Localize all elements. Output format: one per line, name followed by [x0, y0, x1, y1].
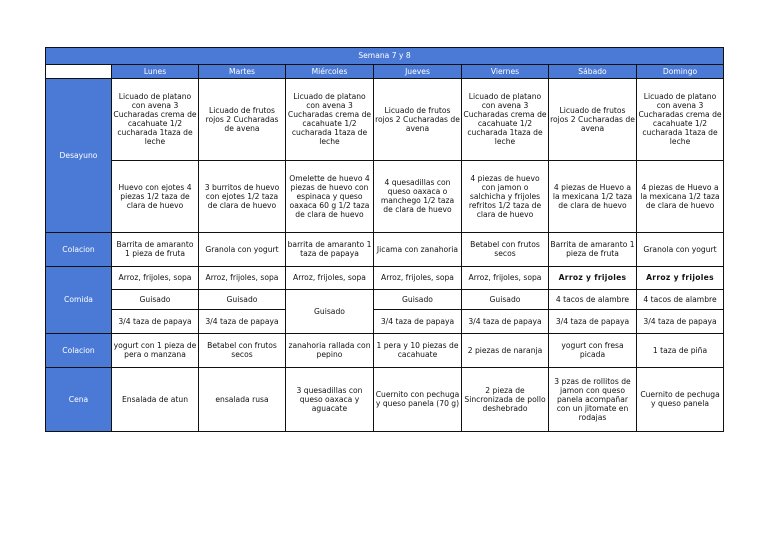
meal-label-desayuno: Desayuno: [46, 78, 112, 232]
meal-cell: Arroz, frijoles, sopa: [462, 266, 549, 289]
meal-cell: Granola con yogurt: [637, 232, 724, 266]
corner-cell: [46, 64, 112, 78]
meal-cell: 4 piezas de Huevo a la mexicana 1/2 taza de clara de huevo: [549, 160, 637, 232]
meal-cell: yogurt con fresa picada: [549, 333, 637, 367]
meal-cell: 4 piezas de huevo con jamon o salchicha y frijoles refritos 1/2 taza de clara de huevo: [462, 160, 549, 232]
meal-cell: 3/4 taza de papaya: [374, 310, 462, 334]
meal-cell: Arroz, frijoles, sopa: [112, 266, 199, 289]
meal-cell: Licuado de platano con avena 3 Cucharadas crema de cacahuate 1/2 cucharada 1taza de leche: [462, 78, 549, 160]
meal-cell: 3 quesadillas con queso oaxaca y aguacate: [286, 367, 374, 431]
meal-cell: Licuado de frutos rojos 2 Cucharadas de avena: [374, 78, 462, 160]
meal-label-colacion: Colacion: [46, 232, 112, 266]
meal-cell: 2 piezas de naranja: [462, 333, 549, 367]
meal-cell: 4 quesadillas con queso oaxaca o manchego 1/2 taza de clara de huevo: [374, 160, 462, 232]
meal-cell: 3/4 taza de papaya: [112, 310, 199, 334]
meal-cell: Guisado: [374, 289, 462, 310]
meal-cell: Licuado de frutos rojos 2 Cucharadas de avena: [549, 78, 637, 160]
meal-cell: Licuado de platano con avena 3 Cucharadas crema de cacahuate 1/2 cucharada 1taza de leche: [112, 78, 199, 160]
meal-cell: Betabel con frutos secos: [199, 333, 286, 367]
meal-cell: Arroz, frijoles, sopa: [286, 266, 374, 289]
meal-cell: 1 taza de piña: [637, 333, 724, 367]
meal-cell: Licuado de platano con avena 3 Cucharadas crema de cacahuate 1/2 cucharada 1taza de leche: [637, 78, 724, 160]
meal-cell: 2 pieza de Sincronizada de pollo deshebrado: [462, 367, 549, 431]
meal-cell: Cuernito de pechuga y queso panela: [637, 367, 724, 431]
day-header: Martes: [199, 64, 286, 78]
meal-cell: Barrita de amaranto 1 pieza de fruta: [549, 232, 637, 266]
meal-cell: Cuernito con pechuga y queso panela (70 g): [374, 367, 462, 431]
meal-cell: Guisado: [199, 289, 286, 310]
meal-label-comida: Comida: [46, 266, 112, 333]
meal-cell: ensalada rusa: [199, 367, 286, 431]
meal-cell: Omelette de huevo 4 piezas de huevo con espinaca y queso oaxaca 60 g 1/2 taza de clara de huevo: [286, 160, 374, 232]
meal-cell: 3/4 taza de papaya: [549, 310, 637, 334]
meal-cell: barrita de amaranto 1 taza de papaya: [286, 232, 374, 266]
meal-cell: Guisado: [112, 289, 199, 310]
meal-label-colacion: Colacion: [46, 333, 112, 367]
meal-cell: 4 piezas de Huevo a la mexicana 1/2 taza de clara de huevo: [637, 160, 724, 232]
day-header: Domingo: [637, 64, 724, 78]
meal-cell: Guisado: [462, 289, 549, 310]
meal-cell: 3 burritos de huevo con ejotes 1/2 taza de clara de huevo: [199, 160, 286, 232]
meal-cell: Betabel con frutos secos: [462, 232, 549, 266]
meal-cell: Barrita de amaranto 1 pieza de fruta: [112, 232, 199, 266]
meal-cell: 3/4 taza de papaya: [199, 310, 286, 334]
meal-cell: 3 pzas de rollitos de jamon con queso panela acompañar con un jitomate en rodajas: [549, 367, 637, 431]
meal-cell: Arroz, frijoles, sopa: [199, 266, 286, 289]
meal-plan-table: [45, 47, 724, 432]
meal-label-cena: Cena: [46, 367, 112, 431]
day-header: Miércoles: [286, 64, 374, 78]
meal-cell: Arroz, frijoles, sopa: [374, 266, 462, 289]
meal-cell: 4 tacos de alambre: [549, 289, 637, 310]
meal-cell: Granola con yogurt: [199, 232, 286, 266]
meal-cell: Licuado de platano con avena 3 Cucharadas crema de cacahuate 1/2 cucharada 1taza de leche: [286, 78, 374, 160]
day-header: Lunes: [112, 64, 199, 78]
meal-cell: 3/4 taza de papaya: [637, 310, 724, 334]
meal-cell: Jicama con zanahoria: [374, 232, 462, 266]
meal-cell: Ensalada de atun: [112, 367, 199, 431]
meal-cell: Arroz y frijoles: [637, 266, 724, 289]
day-header: Jueves: [374, 64, 462, 78]
meal-cell: Huevo con ejotes 4 piezas 1/2 taza de clara de huevo: [112, 160, 199, 232]
meal-cell: Licuado de frutos rojos 2 Cucharadas de avena: [199, 78, 286, 160]
day-header: Viernes: [462, 64, 549, 78]
meal-cell: 4 tacos de alambre: [637, 289, 724, 310]
meal-cell: 1 pera y 10 piezas de cacahuate: [374, 333, 462, 367]
meal-cell: yogurt con 1 pieza de pera o manzana: [112, 333, 199, 367]
meal-cell: zanahoria rallada con pepino: [286, 333, 374, 367]
table-title: Semana 7 y 8: [46, 48, 724, 65]
meal-cell: 3/4 taza de papaya: [462, 310, 549, 334]
meal-cell: Arroz y frijoles: [549, 266, 637, 289]
meal-cell: Guisado: [286, 289, 374, 333]
day-header: Sábado: [549, 64, 637, 78]
